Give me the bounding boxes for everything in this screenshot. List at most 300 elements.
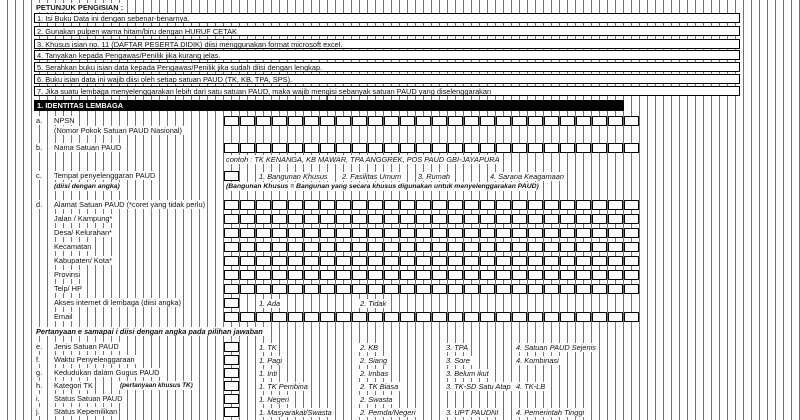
npsn-char-box[interactable] [224, 116, 239, 126]
address-line-4-char-box[interactable] [608, 256, 623, 266]
nama-char-box[interactable] [448, 143, 463, 153]
nama-char-box[interactable] [544, 143, 559, 153]
npsn-char-box[interactable] [464, 116, 479, 126]
address-line-5-char-box[interactable] [288, 270, 303, 280]
address-line-3-char-box[interactable] [400, 242, 415, 252]
npsn-char-box[interactable] [240, 116, 255, 126]
address-line-5-char-box[interactable] [320, 270, 335, 280]
address-line-0-char-box[interactable] [560, 200, 575, 210]
question-answer-input[interactable] [224, 394, 239, 404]
address-line-1-char-box[interactable] [432, 214, 447, 224]
npsn-char-box[interactable] [528, 116, 543, 126]
address-line-4-char-box[interactable] [368, 256, 383, 266]
nama-char-box[interactable] [608, 143, 623, 153]
address-line-4-char-box[interactable] [288, 256, 303, 266]
nama-char-box[interactable] [272, 143, 287, 153]
address-line-5-char-box[interactable] [496, 270, 511, 280]
address-line-0-char-box[interactable] [480, 200, 495, 210]
npsn-char-box[interactable] [320, 116, 335, 126]
address-line-2-char-box[interactable] [624, 228, 639, 238]
question-letter: i. [36, 394, 40, 403]
email-char-box[interactable] [320, 312, 335, 322]
address-line-4-char-box[interactable] [272, 256, 287, 266]
email-char-box[interactable] [384, 312, 399, 322]
address-line-1-char-box[interactable] [288, 214, 303, 224]
address-line-2-char-box[interactable] [320, 228, 335, 238]
address-line-5-char-box[interactable] [592, 270, 607, 280]
tempat-note: (Bangunan Khusus = Bangunan yang secara khusus digunakan untuk menyelenggarakan PAUD) [226, 183, 539, 190]
internet-option-2: 2. Tidak [360, 299, 387, 308]
address-line-1-char-box[interactable] [464, 214, 479, 224]
letter-b: b. [36, 143, 43, 152]
instruction-7: 7. Jika suatu lembaga menyelenggarakan lebih dari satu satuan PAUD, maka wajib mengisi sebanyak satuan PAUD yang diselenggarakan [34, 86, 740, 96]
address-line-6-char-box[interactable] [224, 284, 239, 294]
npsn-char-box[interactable] [384, 116, 399, 126]
address-line-3-char-box[interactable] [624, 242, 639, 252]
address-line-0-char-box[interactable] [432, 200, 447, 210]
address-line-1-char-box[interactable] [544, 214, 559, 224]
address-line-0-char-box[interactable] [272, 200, 287, 210]
address-line-3-char-box[interactable] [560, 242, 575, 252]
address-line-5-char-box[interactable] [608, 270, 623, 280]
address-line-4-char-box[interactable] [512, 256, 527, 266]
address-line-5-char-box[interactable] [528, 270, 543, 280]
nama-char-box[interactable] [368, 143, 383, 153]
address-line-4-char-box[interactable] [224, 256, 239, 266]
address-line-6-char-box[interactable] [528, 284, 543, 294]
address-line-1-char-box[interactable] [416, 214, 431, 224]
npsn-char-box[interactable] [512, 116, 527, 126]
address-line-2-char-box[interactable] [496, 228, 511, 238]
address-line-4-char-box[interactable] [432, 256, 447, 266]
nama-char-box[interactable] [592, 143, 607, 153]
address-line-0-char-box[interactable] [368, 200, 383, 210]
email-char-box[interactable] [240, 312, 255, 322]
address-line-0-char-box[interactable] [448, 200, 463, 210]
nama-char-box[interactable] [576, 143, 591, 153]
address-line-4-char-box[interactable] [352, 256, 367, 266]
address-line-3-char-box[interactable] [480, 242, 495, 252]
text-cursor-icon [324, 95, 330, 107]
npsn-char-box[interactable] [336, 116, 351, 126]
npsn-char-box[interactable] [272, 116, 287, 126]
address-line-4-char-box[interactable] [256, 256, 271, 266]
address-line-2-char-box[interactable] [336, 228, 351, 238]
address-line-5-char-box[interactable] [304, 270, 319, 280]
address-line-4-char-box[interactable] [592, 256, 607, 266]
address-line-4-char-box[interactable] [336, 256, 351, 266]
address-line-6-char-box[interactable] [608, 284, 623, 294]
provinsi-label: Provinsi [54, 270, 81, 279]
nama-char-box[interactable] [352, 143, 367, 153]
email-char-box[interactable] [352, 312, 367, 322]
instruction-6: 6. Buku isian data ini wajib diisi oleh setiap satuan PAUD (TK, KB, TPA, SPS). [34, 74, 740, 84]
address-line-3-char-box[interactable] [320, 242, 335, 252]
address-line-3-char-box[interactable] [352, 242, 367, 252]
address-line-5-char-box[interactable] [384, 270, 399, 280]
email-char-box[interactable] [256, 312, 271, 322]
instructions-title: PETUNJUK PENGISIAN : [36, 3, 124, 12]
address-line-0-char-box[interactable] [496, 200, 511, 210]
email-char-box[interactable] [368, 312, 383, 322]
question-answer-input[interactable] [224, 381, 239, 391]
letter-a: a. [36, 116, 43, 125]
address-line-1-char-box[interactable] [624, 214, 639, 224]
address-line-0-char-box[interactable] [576, 200, 591, 210]
address-line-0-char-box[interactable] [320, 200, 335, 210]
email-char-box[interactable] [464, 312, 479, 322]
address-line-1-char-box[interactable] [592, 214, 607, 224]
address-line-3-char-box[interactable] [544, 242, 559, 252]
address-line-4-char-box[interactable] [304, 256, 319, 266]
email-char-box[interactable] [544, 312, 559, 322]
tempat-option-2: 2. Fasilitas Umum [342, 172, 402, 181]
npsn-sublabel: (Nomor Pokok Satuan PAUD Nasional) [54, 126, 183, 135]
question-label: Jenis Satuan PAUD [54, 342, 119, 351]
address-line-3-char-box[interactable] [432, 242, 447, 252]
nama-char-box[interactable] [464, 143, 479, 153]
jalan-label: Jalan / Kampung* [54, 214, 113, 223]
npsn-char-box[interactable] [256, 116, 271, 126]
address-line-3-char-box[interactable] [272, 242, 287, 252]
npsn-char-box[interactable] [624, 116, 639, 126]
npsn-char-box[interactable] [288, 116, 303, 126]
address-line-5-char-box[interactable] [448, 270, 463, 280]
address-line-1-char-box[interactable] [240, 214, 255, 224]
address-line-5-char-box[interactable] [544, 270, 559, 280]
email-char-box[interactable] [592, 312, 607, 322]
instruction-1: 1. Isi Buku Data ini dengan sebenar-benarnya. [34, 13, 740, 23]
address-line-5-char-box[interactable] [576, 270, 591, 280]
nama-char-box[interactable] [496, 143, 511, 153]
address-line-0-char-box[interactable] [224, 200, 239, 210]
address-line-4-char-box[interactable] [384, 256, 399, 266]
address-line-4-char-box[interactable] [576, 256, 591, 266]
internet-input[interactable] [224, 298, 239, 308]
tempat-sublabel: (diisi dengan angka) [54, 183, 120, 190]
address-line-2-char-box[interactable] [480, 228, 495, 238]
question-letter: g. [36, 368, 43, 377]
email-char-box[interactable] [272, 312, 287, 322]
address-line-2-char-box[interactable] [224, 228, 239, 238]
address-line-3-char-box[interactable] [368, 242, 383, 252]
nama-char-box[interactable] [432, 143, 447, 153]
npsn-char-box[interactable] [304, 116, 319, 126]
question-answer-input[interactable] [224, 355, 239, 365]
nama-char-box[interactable] [512, 143, 527, 153]
nama-char-box[interactable] [224, 143, 239, 153]
address-line-0-char-box[interactable] [352, 200, 367, 210]
npsn-char-box[interactable] [416, 116, 431, 126]
email-char-box[interactable] [624, 312, 639, 322]
tempat-option-1: 1. Bangunan Khusus [259, 172, 328, 181]
npsn-char-box[interactable] [352, 116, 367, 126]
address-line-2-char-box[interactable] [432, 228, 447, 238]
address-line-6-char-box[interactable] [400, 284, 415, 294]
email-char-box[interactable] [512, 312, 527, 322]
address-line-3-char-box[interactable] [512, 242, 527, 252]
address-line-1-char-box[interactable] [608, 214, 623, 224]
address-line-6-char-box[interactable] [432, 284, 447, 294]
address-line-2-char-box[interactable] [288, 228, 303, 238]
address-line-2-char-box[interactable] [304, 228, 319, 238]
address-line-1-char-box[interactable] [304, 214, 319, 224]
address-line-3-char-box[interactable] [448, 242, 463, 252]
address-line-3-char-box[interactable] [224, 242, 239, 252]
email-char-box[interactable] [416, 312, 431, 322]
address-line-0-char-box[interactable] [624, 200, 639, 210]
address-line-6-char-box[interactable] [592, 284, 607, 294]
address-line-3-char-box[interactable] [304, 242, 319, 252]
question-option: 1. TK Pembina [259, 382, 308, 391]
address-line-1-char-box[interactable] [400, 214, 415, 224]
address-line-6-char-box[interactable] [512, 284, 527, 294]
address-line-1-char-box[interactable] [352, 214, 367, 224]
address-line-3-char-box[interactable] [608, 242, 623, 252]
address-line-6-char-box[interactable] [576, 284, 591, 294]
address-line-5-char-box[interactable] [368, 270, 383, 280]
address-line-1-char-box[interactable] [336, 214, 351, 224]
address-line-6-char-box[interactable] [560, 284, 575, 294]
kecamatan-label: Kecamatan [54, 242, 92, 251]
address-line-5-char-box[interactable] [240, 270, 255, 280]
instruction-2: 2. Gunakan pulpen warna hitam/biru dengan HURUF CETAK [34, 26, 740, 36]
address-line-3-char-box[interactable] [240, 242, 255, 252]
address-line-4-char-box[interactable] [448, 256, 463, 266]
question-answer-input[interactable] [224, 368, 239, 378]
address-line-0-char-box[interactable] [464, 200, 479, 210]
email-char-box[interactable] [496, 312, 511, 322]
address-line-5-char-box[interactable] [336, 270, 351, 280]
npsn-char-box[interactable] [400, 116, 415, 126]
address-line-2-char-box[interactable] [448, 228, 463, 238]
question-option: 4. Pemerintah Tinggi [516, 408, 585, 417]
address-line-6-char-box[interactable] [416, 284, 431, 294]
npsn-char-box[interactable] [592, 116, 607, 126]
address-line-6-char-box[interactable] [544, 284, 559, 294]
address-line-0-char-box[interactable] [416, 200, 431, 210]
address-line-6-char-box[interactable] [352, 284, 367, 294]
nama-char-box[interactable] [240, 143, 255, 153]
address-line-6-char-box[interactable] [448, 284, 463, 294]
address-line-6-char-box[interactable] [496, 284, 511, 294]
address-line-3-char-box[interactable] [576, 242, 591, 252]
address-line-2-char-box[interactable] [256, 228, 271, 238]
address-line-2-char-box[interactable] [352, 228, 367, 238]
nama-char-box[interactable] [560, 143, 575, 153]
address-line-2-char-box[interactable] [528, 228, 543, 238]
address-line-3-char-box[interactable] [496, 242, 511, 252]
address-line-6-char-box[interactable] [256, 284, 271, 294]
email-char-box[interactable] [480, 312, 495, 322]
address-line-3-char-box[interactable] [464, 242, 479, 252]
address-line-6-char-box[interactable] [368, 284, 383, 294]
nama-char-box[interactable] [384, 143, 399, 153]
npsn-char-box[interactable] [576, 116, 591, 126]
question-label-note: (pertanyaan khusus TK) [120, 382, 193, 389]
address-line-2-char-box[interactable] [576, 228, 591, 238]
address-line-3-char-box[interactable] [288, 242, 303, 252]
email-char-box[interactable] [608, 312, 623, 322]
address-line-0-char-box[interactable] [512, 200, 527, 210]
email-char-box[interactable] [304, 312, 319, 322]
email-char-box[interactable] [448, 312, 463, 322]
address-line-1-char-box[interactable] [272, 214, 287, 224]
address-line-0-char-box[interactable] [608, 200, 623, 210]
address-line-6-char-box[interactable] [320, 284, 335, 294]
address-line-5-char-box[interactable] [512, 270, 527, 280]
nama-char-box[interactable] [480, 143, 495, 153]
address-line-5-char-box[interactable] [416, 270, 431, 280]
address-line-3-char-box[interactable] [592, 242, 607, 252]
nama-char-box[interactable] [304, 143, 319, 153]
address-line-0-char-box[interactable] [240, 200, 255, 210]
address-line-0-char-box[interactable] [256, 200, 271, 210]
nama-char-box[interactable] [416, 143, 431, 153]
address-line-5-char-box[interactable] [352, 270, 367, 280]
address-line-1-char-box[interactable] [528, 214, 543, 224]
question-answer-input[interactable] [224, 407, 239, 417]
question-letter: e. [36, 342, 43, 351]
address-line-1-char-box[interactable] [224, 214, 239, 224]
address-line-3-char-box[interactable] [416, 242, 431, 252]
address-line-3-char-box[interactable] [528, 242, 543, 252]
address-line-4-char-box[interactable] [240, 256, 255, 266]
address-line-5-char-box[interactable] [624, 270, 639, 280]
address-line-6-char-box[interactable] [288, 284, 303, 294]
address-line-1-char-box[interactable] [384, 214, 399, 224]
nama-char-box[interactable] [528, 143, 543, 153]
address-line-1-char-box[interactable] [256, 214, 271, 224]
address-line-2-char-box[interactable] [416, 228, 431, 238]
address-line-2-char-box[interactable] [464, 228, 479, 238]
address-line-0-char-box[interactable] [400, 200, 415, 210]
email-char-box[interactable] [432, 312, 447, 322]
email-char-box[interactable] [528, 312, 543, 322]
address-line-2-char-box[interactable] [544, 228, 559, 238]
npsn-char-box[interactable] [560, 116, 575, 126]
question-letter: f. [36, 355, 41, 364]
npsn-char-box[interactable] [496, 116, 511, 126]
address-line-1-char-box[interactable] [320, 214, 335, 224]
email-char-box[interactable] [400, 312, 415, 322]
address-line-6-char-box[interactable] [304, 284, 319, 294]
npsn-char-box[interactable] [480, 116, 495, 126]
instruction-5: 5. Serahkan buku isian data kepada Pengawas/Penilik jika sudah diisi dengan lengkap. [34, 62, 740, 72]
address-line-6-char-box[interactable] [272, 284, 287, 294]
address-line-0-char-box[interactable] [592, 200, 607, 210]
address-line-5-char-box[interactable] [256, 270, 271, 280]
npsn-char-box[interactable] [432, 116, 447, 126]
email-char-box[interactable] [576, 312, 591, 322]
email-char-box[interactable] [224, 312, 239, 322]
address-line-6-char-box[interactable] [624, 284, 639, 294]
address-line-4-char-box[interactable] [624, 256, 639, 266]
address-line-0-char-box[interactable] [384, 200, 399, 210]
npsn-char-box[interactable] [448, 116, 463, 126]
address-line-5-char-box[interactable] [560, 270, 575, 280]
nama-char-box[interactable] [336, 143, 351, 153]
address-line-2-char-box[interactable] [368, 228, 383, 238]
npsn-char-box[interactable] [368, 116, 383, 126]
email-char-box[interactable] [288, 312, 303, 322]
address-line-5-char-box[interactable] [480, 270, 495, 280]
address-line-6-char-box[interactable] [240, 284, 255, 294]
address-line-1-char-box[interactable] [368, 214, 383, 224]
address-line-6-char-box[interactable] [480, 284, 495, 294]
question-option: 2. Pemda/Negeri [360, 408, 416, 417]
nama-char-box[interactable] [320, 143, 335, 153]
address-line-3-char-box[interactable] [336, 242, 351, 252]
nama-char-box[interactable] [256, 143, 271, 153]
address-line-4-char-box[interactable] [544, 256, 559, 266]
telp-label: Telp/ HP [54, 284, 82, 293]
address-line-6-char-box[interactable] [464, 284, 479, 294]
address-line-2-char-box[interactable] [400, 228, 415, 238]
address-line-1-char-box[interactable] [576, 214, 591, 224]
question-option: 1. Inti [259, 369, 278, 378]
address-line-0-char-box[interactable] [544, 200, 559, 210]
address-line-3-char-box[interactable] [384, 242, 399, 252]
npsn-char-box[interactable] [544, 116, 559, 126]
email-char-box[interactable] [336, 312, 351, 322]
address-line-2-char-box[interactable] [512, 228, 527, 238]
address-line-5-char-box[interactable] [272, 270, 287, 280]
question-answer-input[interactable] [224, 342, 239, 352]
address-line-1-char-box[interactable] [560, 214, 575, 224]
question-label: Status Satuan PAUD [54, 394, 123, 403]
address-line-1-char-box[interactable] [480, 214, 495, 224]
address-line-0-char-box[interactable] [304, 200, 319, 210]
address-line-4-char-box[interactable] [528, 256, 543, 266]
address-line-4-char-box[interactable] [464, 256, 479, 266]
address-line-2-char-box[interactable] [384, 228, 399, 238]
nama-char-box[interactable] [288, 143, 303, 153]
address-line-4-char-box[interactable] [496, 256, 511, 266]
address-line-4-char-box[interactable] [416, 256, 431, 266]
address-line-2-char-box[interactable] [272, 228, 287, 238]
address-line-0-char-box[interactable] [336, 200, 351, 210]
question-label: Kedudukan dalam Gugus PAUD [54, 368, 160, 377]
address-line-1-char-box[interactable] [496, 214, 511, 224]
address-line-1-char-box[interactable] [512, 214, 527, 224]
address-line-1-char-box[interactable] [448, 214, 463, 224]
address-line-4-char-box[interactable] [480, 256, 495, 266]
address-line-6-char-box[interactable] [384, 284, 399, 294]
address-line-5-char-box[interactable] [400, 270, 415, 280]
nama-char-box[interactable] [624, 143, 639, 153]
email-char-box[interactable] [560, 312, 575, 322]
address-line-0-char-box[interactable] [528, 200, 543, 210]
address-line-4-char-box[interactable] [320, 256, 335, 266]
npsn-char-box[interactable] [608, 116, 623, 126]
address-line-2-char-box[interactable] [592, 228, 607, 238]
question-label: Kategori TK [54, 381, 93, 390]
address-line-5-char-box[interactable] [464, 270, 479, 280]
address-line-2-char-box[interactable] [608, 228, 623, 238]
address-line-5-char-box[interactable] [224, 270, 239, 280]
address-line-2-char-box[interactable] [240, 228, 255, 238]
address-line-5-char-box[interactable] [432, 270, 447, 280]
nama-char-box[interactable] [400, 143, 415, 153]
address-line-4-char-box[interactable] [400, 256, 415, 266]
tempat-input[interactable] [224, 171, 239, 181]
address-line-0-char-box[interactable] [288, 200, 303, 210]
address-line-2-char-box[interactable] [560, 228, 575, 238]
address-line-4-char-box[interactable] [560, 256, 575, 266]
address-line-6-char-box[interactable] [336, 284, 351, 294]
address-line-3-char-box[interactable] [256, 242, 271, 252]
